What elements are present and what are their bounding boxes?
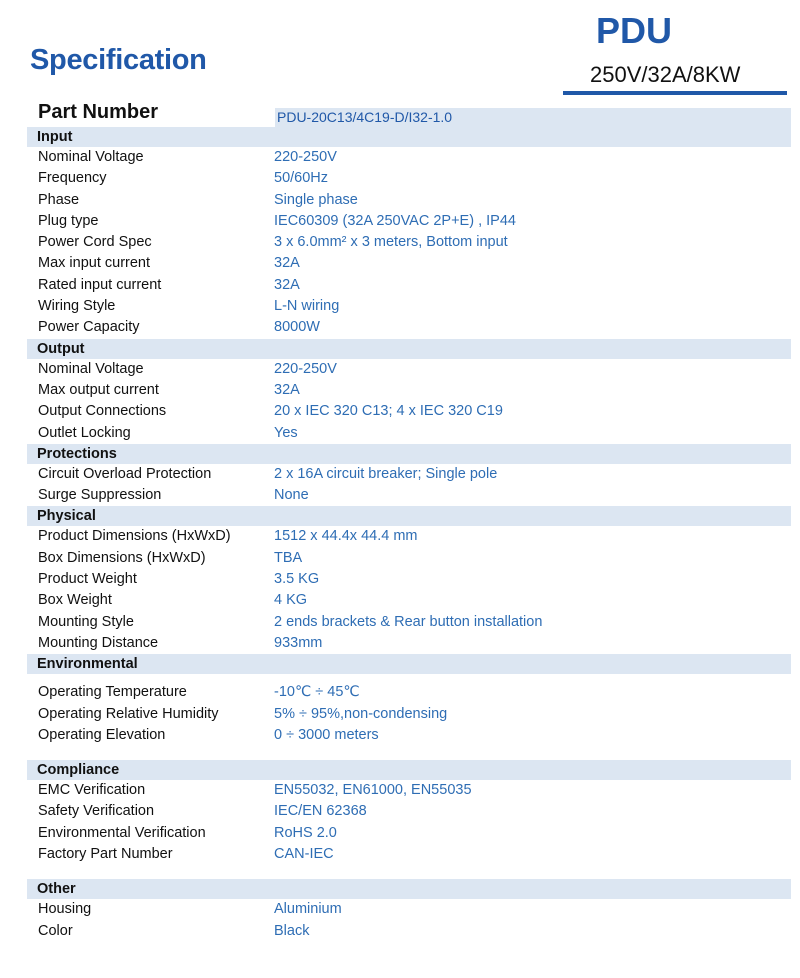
spec-value: 3 x 6.0mm² x 3 meters, Bottom input	[274, 234, 508, 251]
spec-label: Rated input current	[38, 276, 162, 293]
spec-value: Single phase	[274, 191, 358, 208]
spec-label: Color	[38, 922, 73, 939]
spec-value: L-N wiring	[274, 298, 340, 315]
spec-value: -10℃ ÷ 45℃	[274, 684, 360, 701]
product-name: PDU	[596, 10, 673, 51]
spec-label: Circuit Overload Protection	[38, 465, 212, 482]
spec-label: Operating Relative Humidity	[38, 705, 219, 722]
spec-label: Output Connections	[38, 403, 167, 420]
spec-row	[27, 780, 791, 801]
section-header-protections: Protections	[27, 444, 791, 464]
spec-row	[27, 844, 791, 865]
spec-value: 3.5 KG	[274, 571, 320, 588]
section-header-compliance: Compliance	[27, 760, 791, 780]
spec-value: TBA	[274, 549, 303, 566]
spec-label: Mounting Distance	[38, 634, 159, 651]
spec-row	[27, 380, 791, 401]
spec-value: 2 ends brackets & Rear button installation	[274, 613, 543, 630]
spec-value: 32A	[274, 255, 300, 272]
part-number-value: PDU-20C13/4C19-D/I32-1.0	[275, 108, 791, 127]
spec-row	[27, 633, 791, 654]
spec-value: 50/60Hz	[274, 170, 329, 187]
spec-row	[27, 253, 791, 274]
spec-label: Max input current	[38, 255, 151, 272]
spec-label: Mounting Style	[38, 613, 134, 630]
rating-underline	[563, 91, 787, 95]
spec-value: EN55032, EN61000, EN55035	[274, 782, 472, 799]
spec-label: Power Capacity	[38, 319, 140, 336]
spec-row	[27, 823, 791, 844]
spec-row	[27, 232, 791, 253]
spec-value: 0 ÷ 3000 meters	[274, 726, 379, 743]
spec-value: Yes	[274, 424, 298, 441]
spec-table	[27, 101, 791, 942]
spec-label: Wiring Style	[38, 298, 116, 315]
section-header-environmental: Environmental	[27, 654, 791, 674]
spec-title: Specification	[30, 44, 207, 76]
spec-row	[27, 590, 791, 611]
spec-label: EMC Verification	[38, 782, 146, 799]
spec-value: 2 x 16A circuit breaker; Single pole	[274, 465, 498, 482]
spec-row	[27, 548, 791, 569]
spec-value: IEC/EN 62368	[274, 803, 367, 820]
spec-label: Box Dimensions (HxWxD)	[38, 549, 206, 566]
spec-row	[27, 526, 791, 547]
spec-row	[27, 423, 791, 444]
spec-label: Power Cord Spec	[38, 234, 152, 251]
spec-row	[27, 147, 791, 168]
spec-row	[27, 682, 791, 703]
spec-row	[27, 612, 791, 633]
spec-label: Box Weight	[38, 592, 112, 609]
spec-row	[27, 359, 791, 380]
spec-value: Aluminium	[274, 901, 342, 918]
spec-label: Environmental Verification	[38, 824, 206, 841]
spec-row	[27, 899, 791, 920]
spec-row	[27, 275, 791, 296]
spec-label: Frequency	[38, 170, 107, 187]
spec-label: Nominal Voltage	[38, 360, 144, 377]
spec-label: Factory Part Number	[38, 846, 173, 863]
spec-row	[27, 921, 791, 942]
spec-label: Plug type	[38, 212, 99, 229]
spec-value: 220-250V	[274, 149, 337, 165]
section-header-output: Output	[27, 339, 791, 359]
spec-row	[27, 801, 791, 822]
spec-row	[27, 168, 791, 189]
spec-label: Product Dimensions (HxWxD)	[38, 528, 231, 545]
spec-value: None	[274, 487, 309, 504]
spec-label: Housing	[38, 901, 92, 918]
spec-row	[27, 190, 791, 211]
spec-label: Surge Suppression	[38, 487, 162, 504]
spec-row	[27, 211, 791, 232]
spec-label: Nominal Voltage	[38, 149, 144, 165]
spec-value: 20 x IEC 320 C13; 4 x IEC 320 C19	[274, 403, 503, 420]
spec-label: Phase	[38, 191, 80, 208]
part-number-row	[27, 101, 791, 127]
section-header-other: Other	[27, 879, 791, 899]
spec-value: Black	[274, 922, 310, 939]
spec-value: 933mm	[274, 634, 323, 651]
spec-label: Product Weight	[38, 571, 137, 588]
spec-row	[27, 317, 791, 338]
spec-value: CAN-IEC	[274, 846, 334, 863]
spec-label: Operating Elevation	[38, 726, 166, 743]
spec-row	[27, 704, 791, 725]
spec-label: Max output current	[38, 381, 159, 398]
spec-value: RoHS 2.0	[274, 824, 337, 841]
spec-row	[27, 569, 791, 590]
spec-row	[27, 485, 791, 506]
spec-value: 32A	[274, 276, 300, 293]
spec-value: 1512 x 44.4x 44.4 mm	[274, 528, 418, 545]
section-header-physical: Physical	[27, 506, 791, 526]
part-number-label: Part Number	[38, 101, 159, 123]
spec-row	[27, 464, 791, 485]
spec-value: 220-250V	[274, 360, 337, 377]
spec-row	[27, 296, 791, 317]
spec-value: 32A	[274, 381, 300, 398]
spec-sections	[27, 127, 791, 942]
spec-label: Safety Verification	[38, 803, 155, 820]
spec-value: 5% ÷ 95%,non-condensing	[274, 705, 448, 722]
spec-value: 4 KG	[274, 592, 308, 609]
spec-label: Operating Temperature	[38, 684, 187, 701]
spec-row	[27, 725, 791, 746]
section-header-input: Input	[27, 127, 791, 147]
product-rating: 250V/32A/8KW	[590, 62, 741, 87]
spec-label: Outlet Locking	[38, 424, 131, 441]
spec-value: 8000W	[274, 319, 320, 336]
spec-value: IEC60309 (32A 250VAC 2P+E) , IP44	[274, 212, 516, 229]
spec-row	[27, 401, 791, 422]
